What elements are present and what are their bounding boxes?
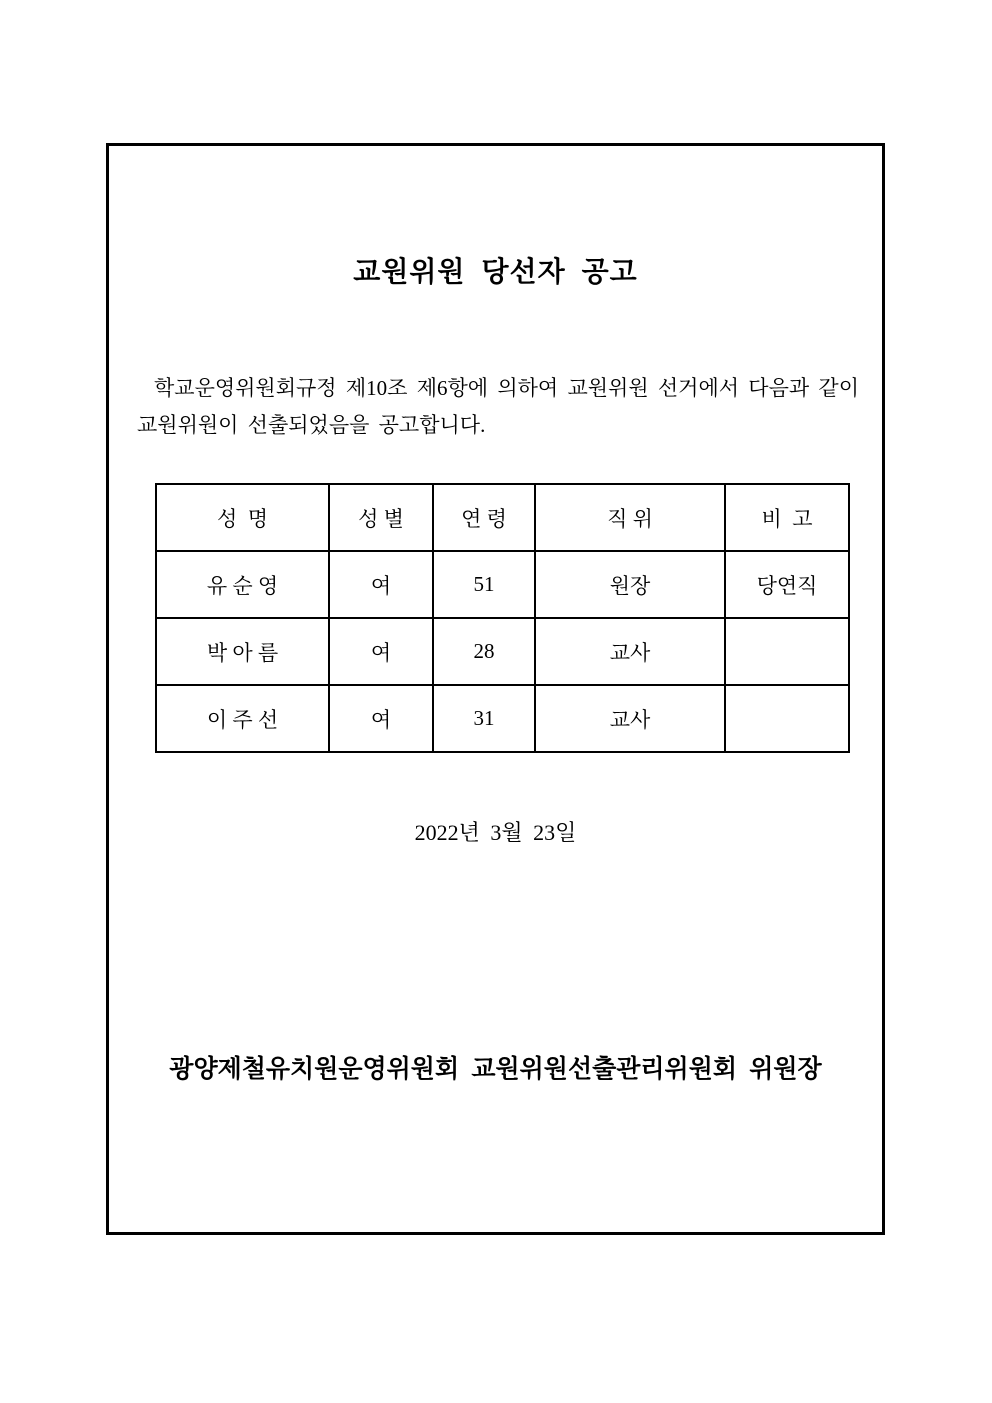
cell-remarks bbox=[725, 685, 849, 752]
members-table bbox=[155, 483, 850, 753]
notice-date: 2022년 3월 23일 bbox=[414, 820, 577, 845]
table-header-row bbox=[156, 484, 849, 551]
column-header-remarks: 비 고 bbox=[725, 484, 849, 551]
cell-name: 이 주 선 bbox=[156, 685, 329, 752]
cell-age: 31 bbox=[433, 685, 535, 752]
column-header-position: 직 위 bbox=[535, 484, 725, 551]
table-row bbox=[156, 551, 849, 618]
body-line-1: 학교운영위원회규정 제10조 제6항에 의하여 교원위원 선거에서 다음과 같이 bbox=[154, 376, 859, 400]
cell-name: 박 아 름 bbox=[156, 618, 329, 685]
column-header-name: 성 명 bbox=[156, 484, 329, 551]
cell-position: 교사 bbox=[535, 685, 725, 752]
page-frame bbox=[106, 143, 885, 1235]
signature-line: 광양제철유치원운영위원회 교원위원선출관리위원회 위원장 bbox=[169, 1056, 822, 1083]
cell-gender: 여 bbox=[329, 618, 433, 685]
cell-gender: 여 bbox=[329, 551, 433, 618]
cell-position: 원장 bbox=[535, 551, 725, 618]
notice-body bbox=[137, 370, 859, 444]
table-row bbox=[156, 685, 849, 752]
cell-position: 교사 bbox=[535, 618, 725, 685]
cell-remarks bbox=[725, 618, 849, 685]
column-header-age: 연 령 bbox=[433, 484, 535, 551]
cell-age: 28 bbox=[433, 618, 535, 685]
table-row bbox=[156, 618, 849, 685]
cell-gender: 여 bbox=[329, 685, 433, 752]
notice-title: 교원위원 당선자 공고 bbox=[353, 257, 638, 288]
body-line-2: 교원위원이 선출되었음을 공고합니다. bbox=[137, 413, 486, 437]
cell-name: 유 순 영 bbox=[156, 551, 329, 618]
column-header-gender: 성 별 bbox=[329, 484, 433, 551]
cell-age: 51 bbox=[433, 551, 535, 618]
cell-remarks: 당연직 bbox=[725, 551, 849, 618]
